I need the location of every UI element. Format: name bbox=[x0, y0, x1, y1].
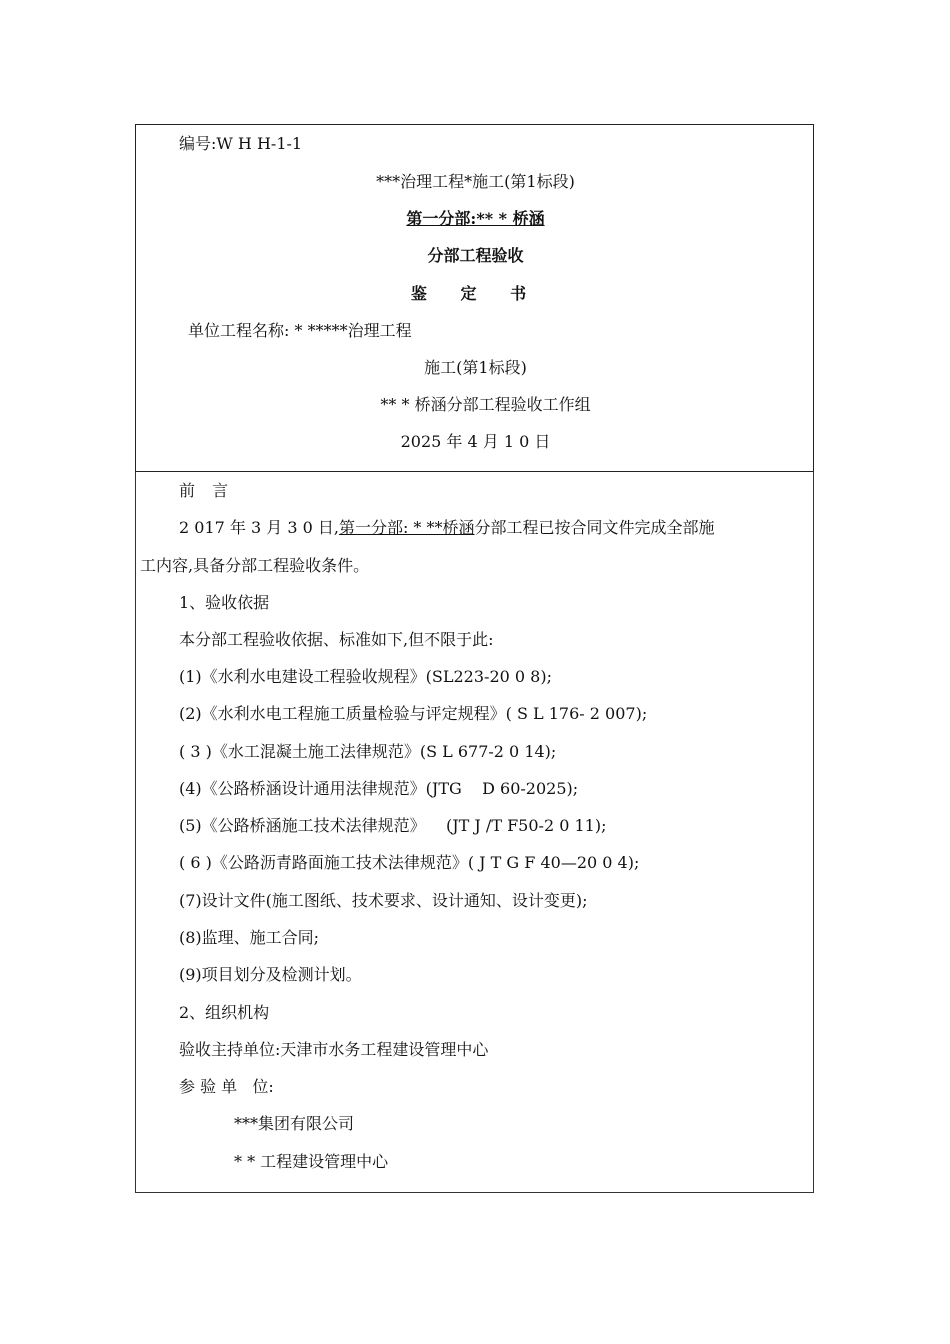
body-section bbox=[135, 472, 814, 1193]
intro-suffix: 分部工程已按合同文件完成全部施 bbox=[474, 518, 715, 537]
document-code: 编号:W H H-1-1 bbox=[179, 134, 303, 153]
participants-label: 参 验 单 位: bbox=[179, 1077, 274, 1096]
acceptance-title: 分部工程验收 bbox=[427, 246, 524, 265]
basis-item: (1)《水利水电建设工程验收规程》(SL223-20 0 8); bbox=[179, 667, 552, 686]
intro-division-ref: 第一分部: * **桥涵 bbox=[338, 518, 475, 537]
basis-item: ( 6 )《公路沥青路面施工技术法律规范》( J T G F 40—20 0 4); bbox=[179, 853, 640, 872]
basis-item: ( 3 )《水工混凝土施工法律规范》(S L 677-2 0 14); bbox=[179, 742, 557, 761]
section-2-title: 2、组织机构 bbox=[179, 1003, 270, 1022]
intro-line-2: 工内容,具备分部工程验收条件。 bbox=[140, 556, 370, 575]
unit-project-name: 单位工程名称: * *****治理工程 bbox=[188, 321, 412, 340]
cover-date: 2025 年 4 月 1 0 日 bbox=[400, 432, 551, 451]
cover-section bbox=[135, 124, 814, 472]
certificate-title: 鉴 定 书 bbox=[410, 284, 541, 303]
division-title: 第一分部:** * 桥涵 bbox=[406, 209, 545, 228]
project-line: ***治理工程*施工(第1标段) bbox=[376, 172, 575, 191]
basis-item: (7)设计文件(施工图纸、技术要求、设计通知、设计变更); bbox=[179, 891, 588, 910]
section-1-lead: 本分部工程验收依据、标准如下,但不限于此: bbox=[179, 630, 494, 649]
section-name: 施工(第1标段) bbox=[424, 358, 527, 377]
section-1-title: 1、验收依据 bbox=[179, 593, 270, 612]
participant-unit: ***集团有限公司 bbox=[234, 1114, 355, 1133]
participant-unit: * * 工程建设管理中心 bbox=[234, 1152, 389, 1171]
host-unit: 验收主持单位:天津市水务工程建设管理中心 bbox=[179, 1040, 489, 1059]
intro-prefix: 2 017 年 3 月 3 0 日, bbox=[179, 518, 339, 537]
basis-item: (4)《公路桥涵设计通用法律规范》(JTG D 60-2025); bbox=[179, 779, 579, 798]
basis-item: (9)项目划分及检测计划。 bbox=[179, 965, 362, 984]
basis-item: (2)《水利水电工程施工质量检验与评定规程》( S L 176- 2 007); bbox=[179, 704, 648, 723]
working-group: ** * 桥涵分部工程验收工作组 bbox=[380, 395, 591, 414]
intro-paragraph bbox=[179, 518, 715, 538]
basis-item: (8)监理、施工合同; bbox=[179, 928, 320, 947]
preface-heading: 前 言 bbox=[179, 481, 235, 500]
basis-item: (5)《公路桥涵施工技术法律规范》 (JT J /T F50-2 0 11); bbox=[179, 816, 607, 835]
